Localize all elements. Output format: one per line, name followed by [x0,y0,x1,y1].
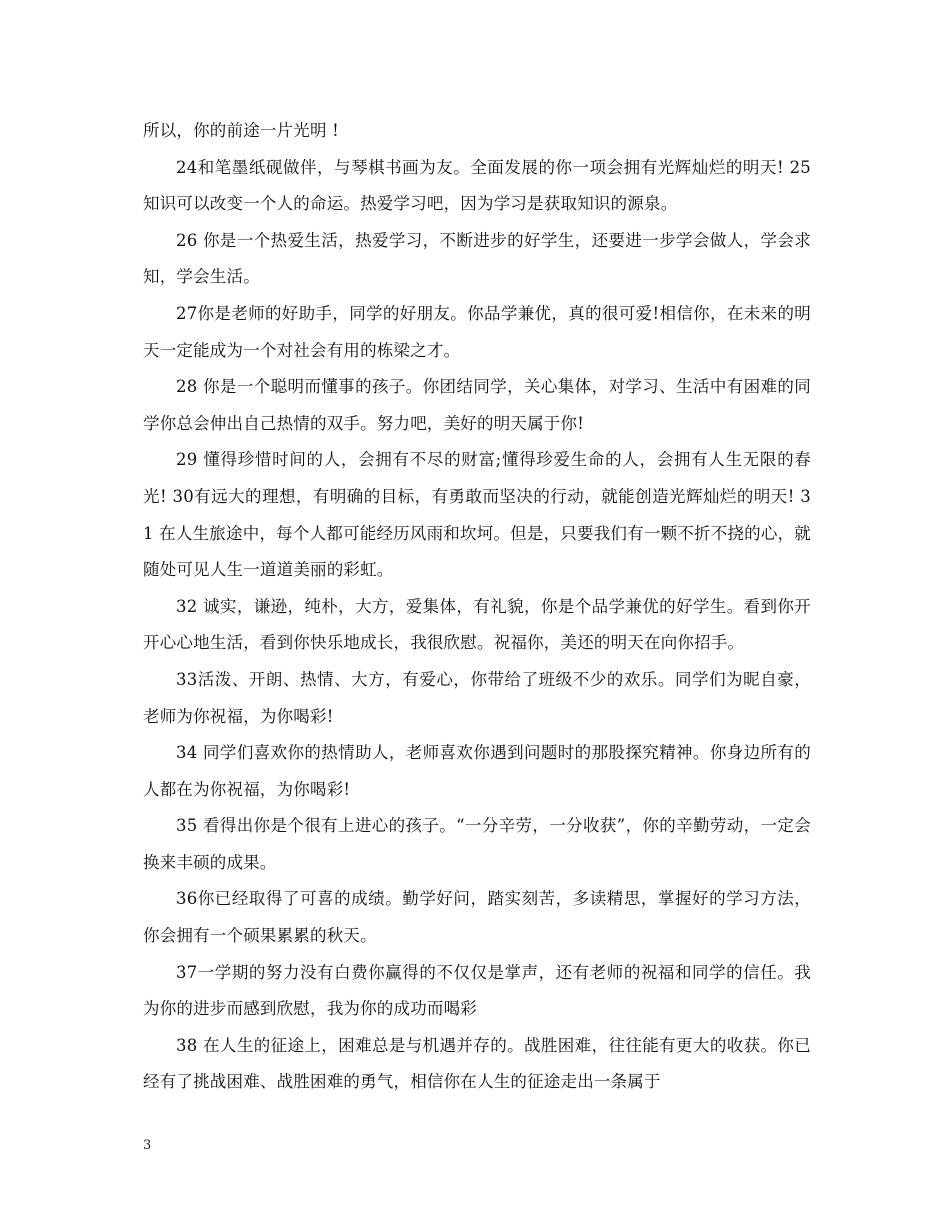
paragraph: 27你是老师的好助手，同学的好朋友。你品学兼优，真的很可爱!相信你，在未来的明天一定能成为一个对社会有用的栋梁之才。 [143,303,811,360]
paragraph: 24和笔墨纸砚做伴，与琴棋书画为友。全面发展的你一项会拥有光辉灿烂的明天! 25 知识可以改变一个人的命运。热爱学习吧，因为学习是获取知识的源泉。 [143,157,811,214]
paragraph: 32 诚实，谦逊，纯朴，大方，爱集体，有礼貌，你是个品学兼优的好学生。看到你开开心心地生活，看到你快乐地成长，我很欣慰。祝福你，美还的明天在向你招手。 [143,596,811,653]
paragraph: 36你已经取得了可喜的成绩。勤学好问，踏实刻苦，多读精思，掌握好的学习方法，你会拥有一个硕果累累的秋天。 [143,889,811,946]
paragraph: 37一学期的努力没有白费你赢得的不仅仅是掌声，还有老师的祝福和同学的信任。我为你的进步而感到欣慰，我为你的成功而喝彩 [143,962,811,1019]
paragraph: 34 同学们喜欢你的热情助人，老师喜欢你遇到问题时的那股探究精神。你身边所有的人都在为你祝福，为你喝彩! [143,743,811,799]
paragraph: 26 你是一个热爱生活，热爱学习，不断进步的好学生，还要进一步学会做人，学会求知，学会生活。 [143,230,811,287]
paragraph: 33活泼、开朗、热情、大方，有爱心，你带给了班级不少的欢乐。同学们为昵自豪，老师为你祝福，为你喝彩! [143,669,811,726]
paragraph: 38 在人生的征途上，困难总是与机遇并存的。战胜困难，往往能有更大的收获。你已经有了挑战困难、战胜困难的勇气，相信你在人生的征途走出一条属于 [143,1035,811,1092]
paragraph: 28 你是一个聪明而懂事的孩子。你团结同学，关心集体，对学习、生活中有困难的同学你总会伸出自己热情的双手。努力吧，美好的明天属于你! [143,377,811,433]
paragraph: 所以，你的前途一片光明 ! [143,121,339,140]
page-number: 3 [143,1138,152,1153]
paragraph: 29 懂得珍惜时间的人，会拥有不尽的财富;懂得珍爱生命的人，会拥有人生无限的春光! 30有远大的理想，有明确的目标，有勇敢而坚决的行动，就能创造光辉灿烂的明天! 31 在人生旅途中，每个人都可能经历风雨和坎坷。但是，只要我们有一颗不折不挠的心，就随处可见人生一道道美丽的彩虹。 [143,450,811,580]
document-body [143,113,811,1101]
paragraph: 35 看得出你是个很有上进心的孩子。“一分辛劳，一分收获”，你的辛勤劳动，一定会换来丰硕的成果。 [143,816,811,872]
